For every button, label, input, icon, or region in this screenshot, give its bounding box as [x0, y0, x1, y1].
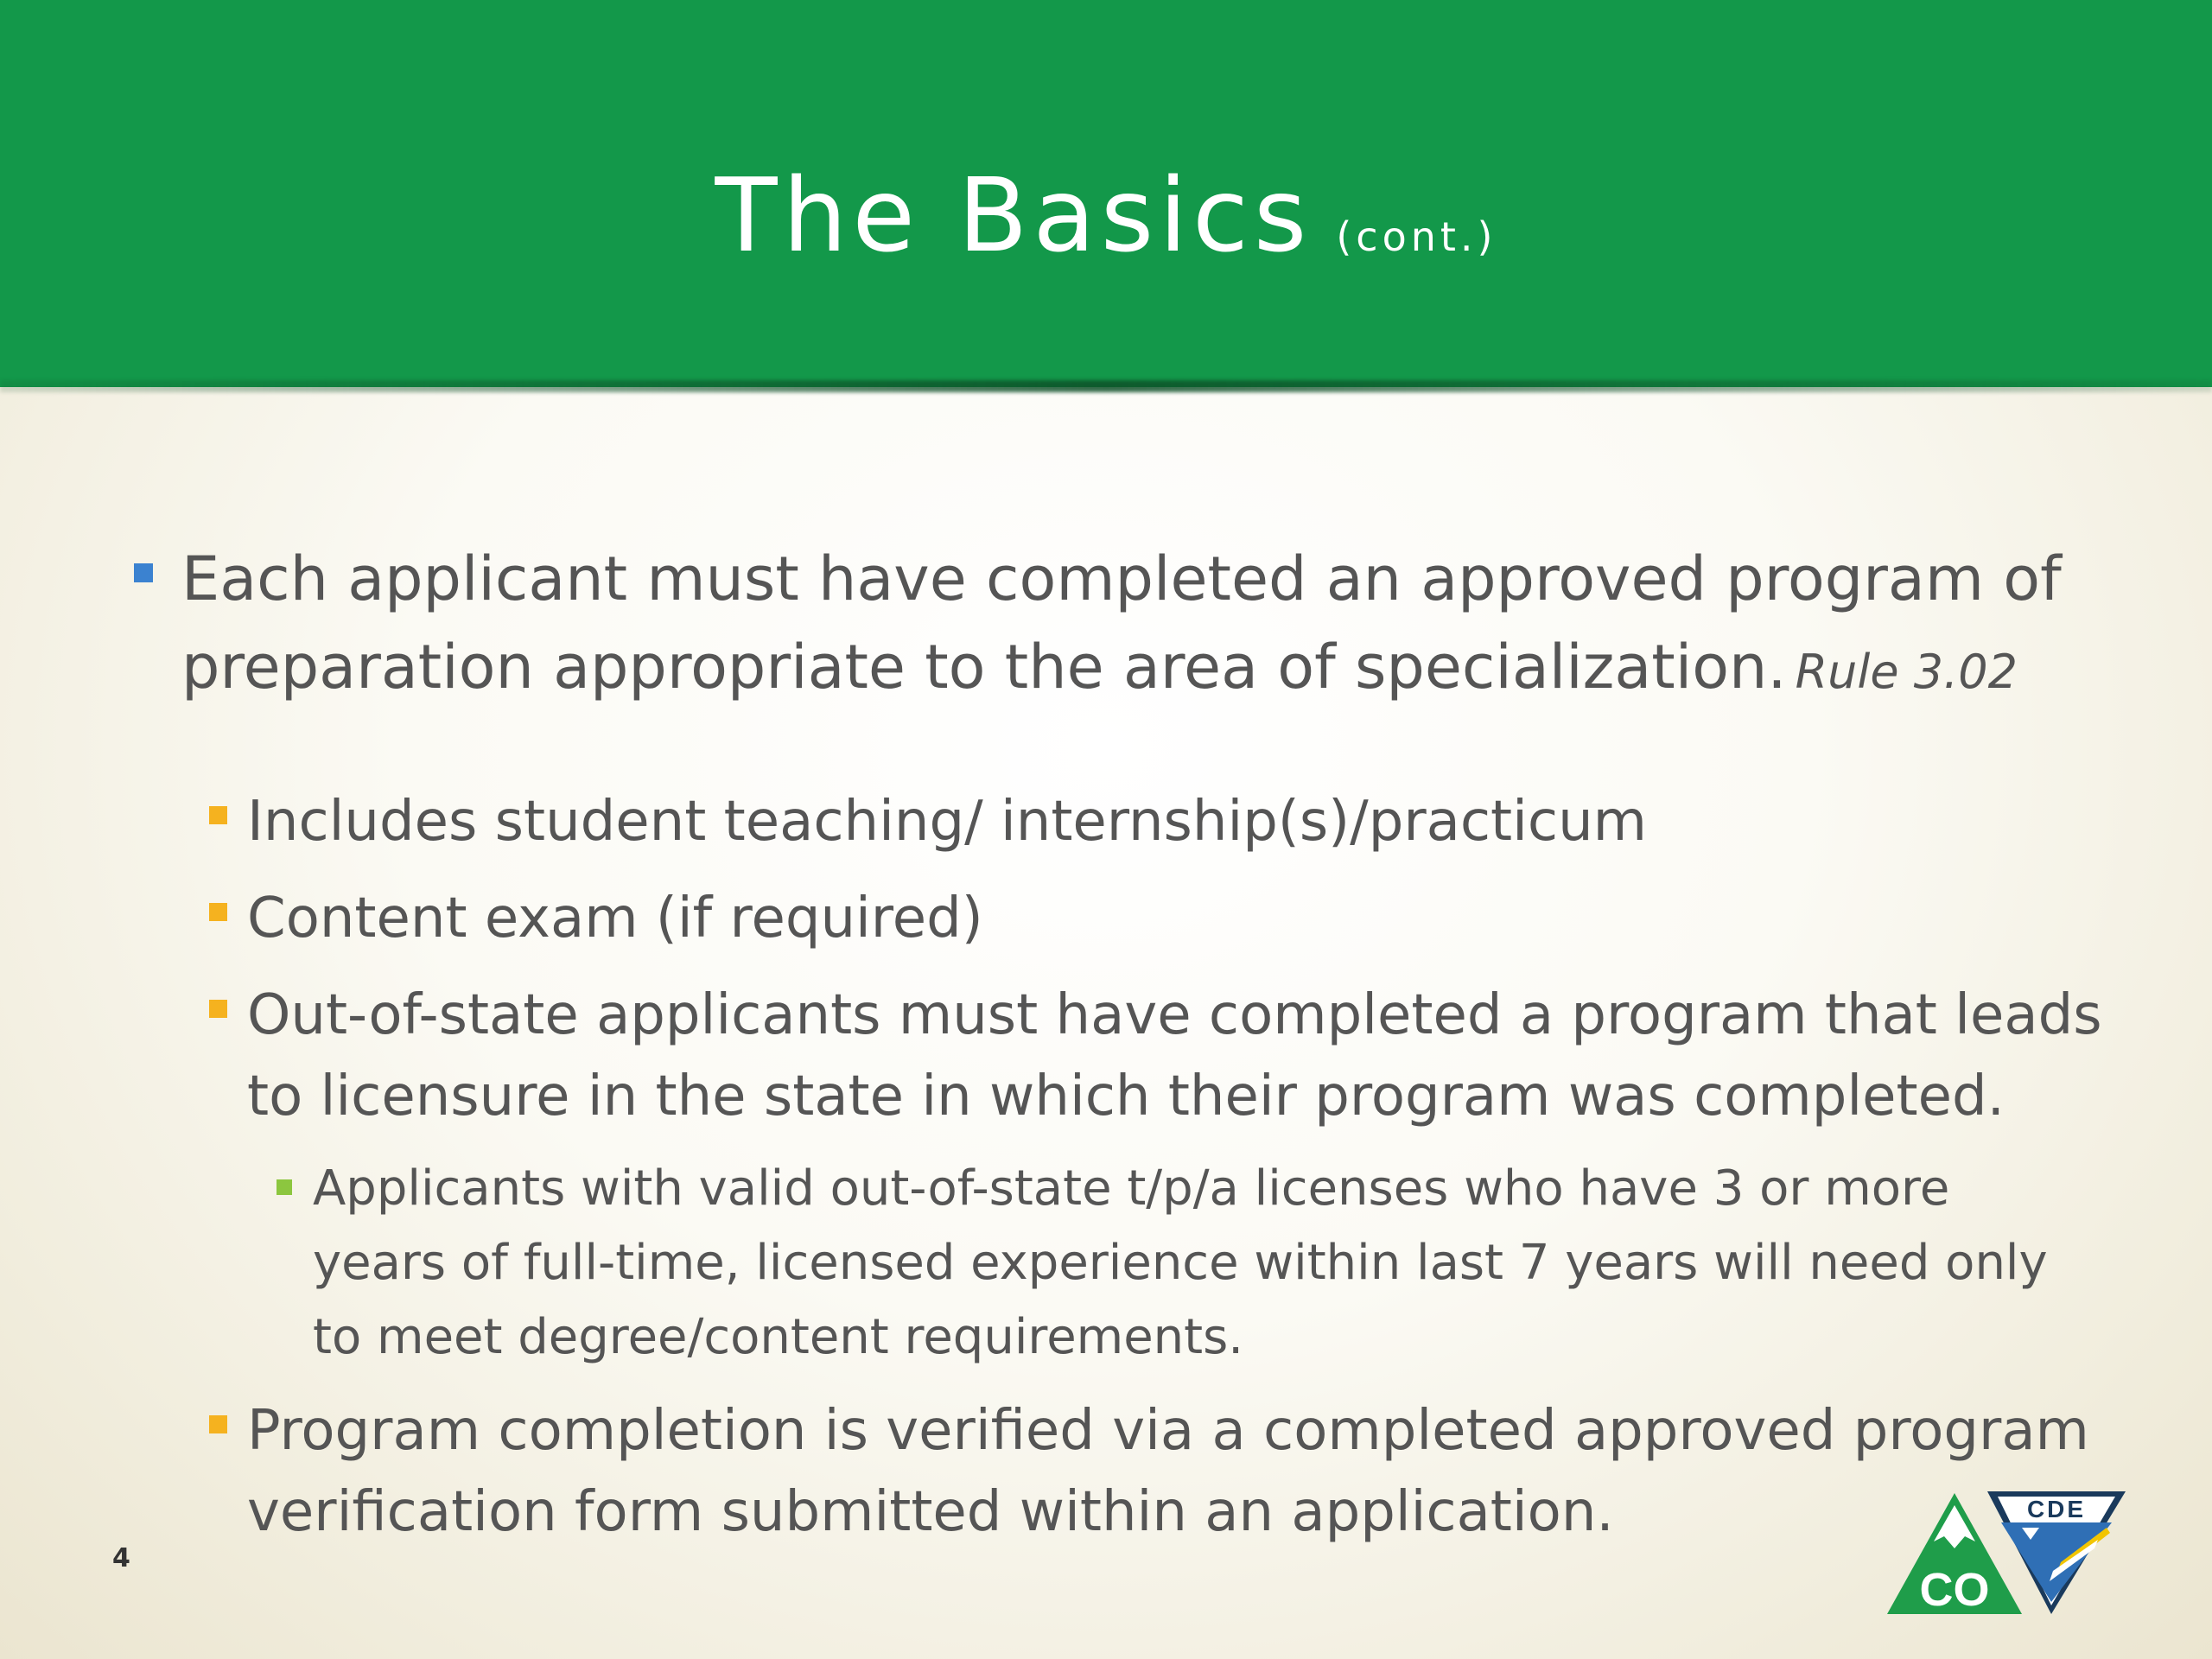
- bullet-marker-level2: [209, 806, 227, 824]
- logo-cde-text: CDE: [2026, 1496, 2087, 1522]
- slide-title-suffix: (cont.): [1336, 213, 1497, 260]
- title-bar-shadow: [0, 380, 2212, 392]
- colorado-cde-logo-icon: [1884, 1484, 2134, 1619]
- sub-bullet-program-completion-line1: Program completion is verified via a completed approved program: [247, 1399, 2089, 1463]
- bullet-marker-level2: [209, 903, 227, 921]
- bullet-marker-level2: [209, 1000, 227, 1018]
- bullet-marker-level1: [134, 563, 153, 582]
- sub-bullet-out-of-state-line2: to licensure in the state in which their program was completed.: [247, 1065, 2005, 1128]
- sub-bullet-content-exam: Content exam (if required): [247, 887, 983, 950]
- bullet-level1-line2: preparation appropriate to the area of specialization.: [181, 632, 1787, 702]
- rule-reference: Rule 3.02: [1795, 645, 2018, 699]
- logo-co-text: CO: [1919, 1564, 1990, 1616]
- sub-bullet-program-completion-line2: verification form submitted within an application.: [247, 1480, 1614, 1544]
- sub-sub-bullet-line1: Applicants with valid out-of-state t/p/a licenses who have 3 or more: [313, 1160, 1950, 1217]
- bullet-level1-line2-container: [181, 623, 2018, 716]
- sub-bullet-student-teaching: Includes student teaching/ internship(s)/practicum: [247, 790, 1647, 854]
- slide-title-text: The Basics: [715, 156, 1313, 275]
- slide-title: [0, 156, 2212, 275]
- cde-shield-blue: [2001, 1522, 2112, 1602]
- bullet-marker-level3: [276, 1179, 292, 1195]
- sub-sub-bullet-line3: to meet degree/content requirements.: [313, 1309, 1244, 1365]
- bullet-level1-line1: Each applicant must have completed an approved program of: [181, 543, 2062, 614]
- sub-sub-bullet-line2: years of full-time, licensed experience within last 7 years will need only: [313, 1235, 2048, 1291]
- bullet-marker-level2: [209, 1415, 227, 1433]
- page-number: 4: [112, 1543, 130, 1573]
- sub-bullet-out-of-state-line1: Out-of-state applicants must have completed a program that leads: [247, 983, 2102, 1047]
